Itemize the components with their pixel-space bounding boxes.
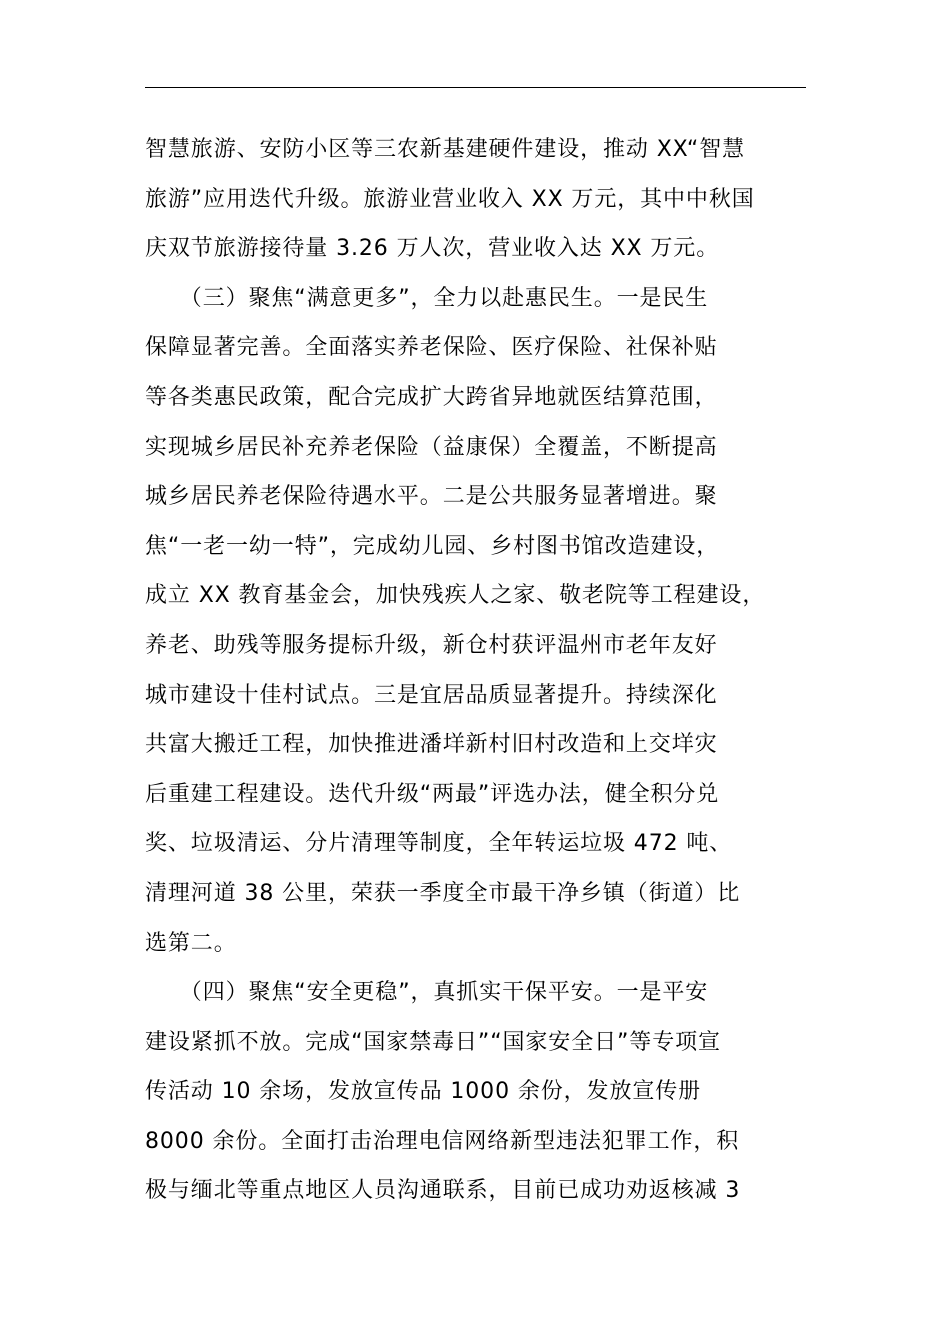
body-text <box>145 125 809 1216</box>
text-line: 焦“一老一幼一特”，完成幼儿园、乡村图书馆改造建设， <box>145 533 720 559</box>
text-line: 传活动 10 余场，发放宣传品 1000 余份，发放宣传册 <box>145 1079 702 1105</box>
text-line: 智慧旅游、安防小区等三农新基建硬件建设，推动 XX“智慧 <box>145 137 746 162</box>
text-line: 成立 XX 教育基金会，加快残疾人之家、敬老院等工程建设， <box>145 583 766 609</box>
text-line: 城乡居民养老保险待遇水平。二是公共服务显著增进。聚 <box>145 484 718 510</box>
text-line: 庆双节旅游接待量 3.26 万人次，营业收入达 XX 万元。 <box>145 236 720 262</box>
text-line: 共富大搬迁工程，加快推进潘垟新村旧村改造和上交垟灾 <box>145 732 718 758</box>
text-line: 奖、垃圾清运、分片清理等制度，全年转运垃圾 472 吨、 <box>145 831 733 857</box>
section-heading-line: （三）聚焦“满意更多”，全力以赴惠民生。一是民生 <box>145 285 709 311</box>
text-line: 实现城乡居民补充养老保险（益康保）全覆盖，不断提高 <box>145 434 718 460</box>
text-line: 选第二。 <box>145 930 237 956</box>
text-line: 保障显著完善。全面落实养老保险、医疗保险、社保补贴 <box>145 335 718 361</box>
text-line: 旅游”应用迭代升级。旅游业营业收入 XX 万元，其中中秋国 <box>145 186 755 212</box>
text-line: 清理河道 38 公里，荣获一季度全市最干净乡镇（街道）比 <box>145 880 741 906</box>
text-line: 极与缅北等重点地区人员沟通联系，目前已成功劝返核减 3 <box>145 1178 741 1204</box>
text-line: 养老、助残等服务提标升级，新仓村获评温州市老年友好 <box>145 632 718 658</box>
text-line: 建设紧抓不放。完成“国家禁毒日”“国家安全日”等专项宣 <box>145 1029 721 1055</box>
header-rule <box>145 87 806 88</box>
text-line: 8000 余份。全面打击治理电信网络新型违法犯罪工作，积 <box>145 1128 740 1154</box>
section-heading-line: （四）聚焦“安全更稳”，真抓实干保平安。一是平安 <box>145 980 709 1006</box>
text-line: 城市建设十佳村试点。三是宜居品质显著提升。持续深化 <box>145 682 718 708</box>
text-line: 后重建工程建设。迭代升级“两最”评选办法，健全积分兑 <box>145 781 720 807</box>
text-line: 等各类惠民政策，配合完成扩大跨省异地就医结算范围， <box>145 384 718 410</box>
